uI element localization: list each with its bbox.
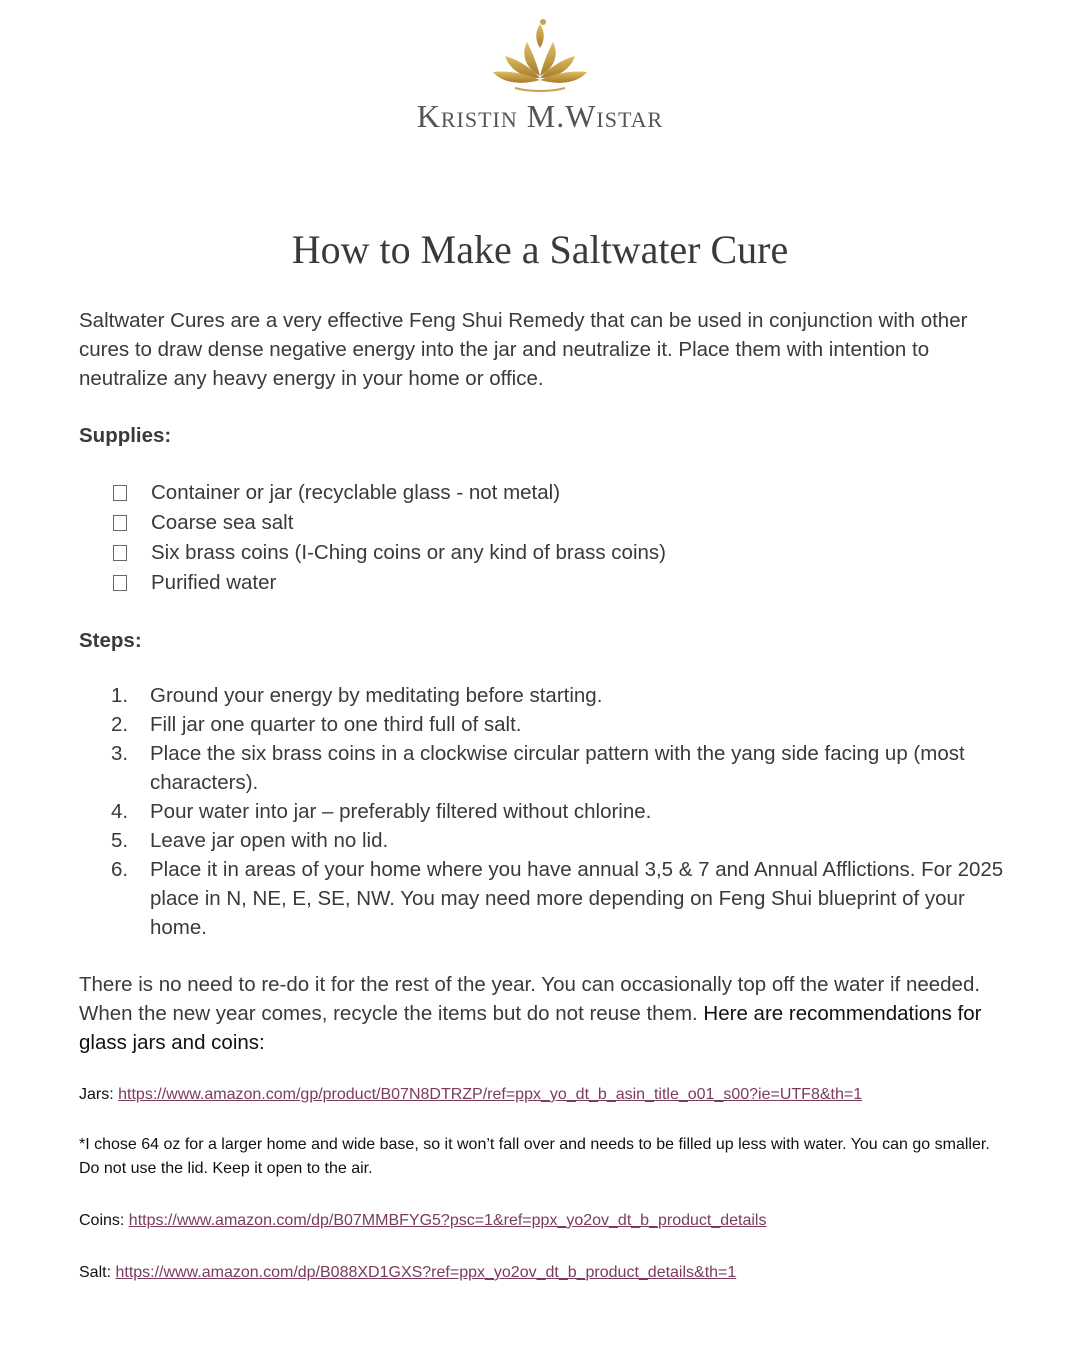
checkbox-icon	[113, 545, 127, 561]
supplies-heading: Supplies:	[79, 424, 172, 447]
jars-link[interactable]: https://www.amazon.com/gp/product/B07N8DTRZP/ref=ppx_yo_dt_b_asin_title_o01_s00?ie=UTF8&th=1	[118, 1086, 863, 1103]
step-text: Fill jar one quarter to one third full of salt.	[150, 713, 522, 736]
list-item	[113, 568, 1009, 598]
step-item	[79, 681, 1009, 710]
jars-label: Jars:	[79, 1086, 119, 1103]
coins-link[interactable]: https://www.amazon.com/dp/B07MMBFYG5?psc=1&ref=ppx_yo2ov_dt_b_product_details	[128, 1212, 767, 1229]
steps-heading: Steps:	[79, 629, 142, 652]
step-text: Ground your energy by meditating before starting.	[150, 684, 603, 707]
list-item-label: Container or jar (recyclable glass - not metal)	[151, 481, 561, 504]
checkbox-icon	[113, 515, 127, 531]
steps-list	[79, 681, 1009, 942]
step-text: Pour water into jar – preferably filtered without chlorine.	[150, 800, 652, 823]
list-item-label: Six brass coins (I-Ching coins or any kind of brass coins)	[151, 541, 666, 564]
jars-line	[79, 1083, 1009, 1107]
lotus-icon	[485, 18, 595, 98]
salt-label: Salt:	[79, 1264, 116, 1281]
page-title: How to Make a Saltwater Cure	[291, 227, 789, 272]
step-item	[79, 710, 1009, 739]
step-number: 1.	[111, 684, 129, 707]
list-item	[113, 478, 1009, 508]
list-item	[113, 508, 1009, 538]
salt-link[interactable]: https://www.amazon.com/dp/B088XD1GXS?ref=ppx_yo2ov_dt_b_product_details&th=1	[115, 1264, 737, 1281]
step-item	[79, 826, 1009, 855]
step-number: 3.	[111, 742, 129, 765]
coins-line	[79, 1209, 1009, 1233]
outro-text: There is no need to re-do it for the rest of the year. You can occasionally top off the water if needed. When the new year comes, recycle the items but do not reuse them.	[79, 973, 981, 1025]
jar-size-note: *I chose 64 oz for a larger home and wide base, so it won’t fall over and needs to be filled up less with water. You can go smaller. Do not use the lid. Keep it open to the air.	[79, 1136, 990, 1177]
list-item-label: Coarse sea salt	[151, 511, 294, 534]
step-item	[79, 797, 1009, 826]
step-number: 2.	[111, 713, 129, 736]
supplies-list	[79, 478, 1009, 598]
document-body	[79, 306, 1009, 1285]
step-number: 5.	[111, 829, 129, 852]
brand-name: Kristin M.Wistar	[416, 98, 664, 134]
step-number: 4.	[111, 800, 129, 823]
intro-paragraph: Saltwater Cures are a very effective Feng Shui Remedy that can be used in conjunction with other cures to draw dense negative energy into the jar and neutralize it. Place them with intention to neutralize any heavy energy in your home or office.	[79, 309, 968, 390]
step-text: Place the six brass coins in a clockwise circular pattern with the yang side facing up (most characters).	[150, 742, 965, 794]
outro-emphasis: Here are recommendations for glass jars and coins:	[79, 1002, 982, 1054]
outro-paragraph	[79, 970, 1009, 1057]
step-text: Place it in areas of your home where you have annual 3,5 & 7 and Annual Afflictions. For 2025 place in N, NE, E, SE, NW. You may need more depending on Feng Shui blueprint of your home.	[150, 858, 1004, 939]
step-text: Leave jar open with no lid.	[150, 829, 389, 852]
brand-logo	[0, 18, 1080, 135]
coins-label: Coins:	[79, 1212, 129, 1229]
list-item-label: Purified water	[151, 571, 277, 594]
salt-line	[79, 1261, 1009, 1285]
step-number: 6.	[111, 858, 129, 881]
checkbox-icon	[113, 575, 127, 591]
step-item	[79, 855, 1009, 942]
step-item	[79, 739, 1009, 797]
list-item	[113, 538, 1009, 568]
checkbox-icon	[113, 485, 127, 501]
